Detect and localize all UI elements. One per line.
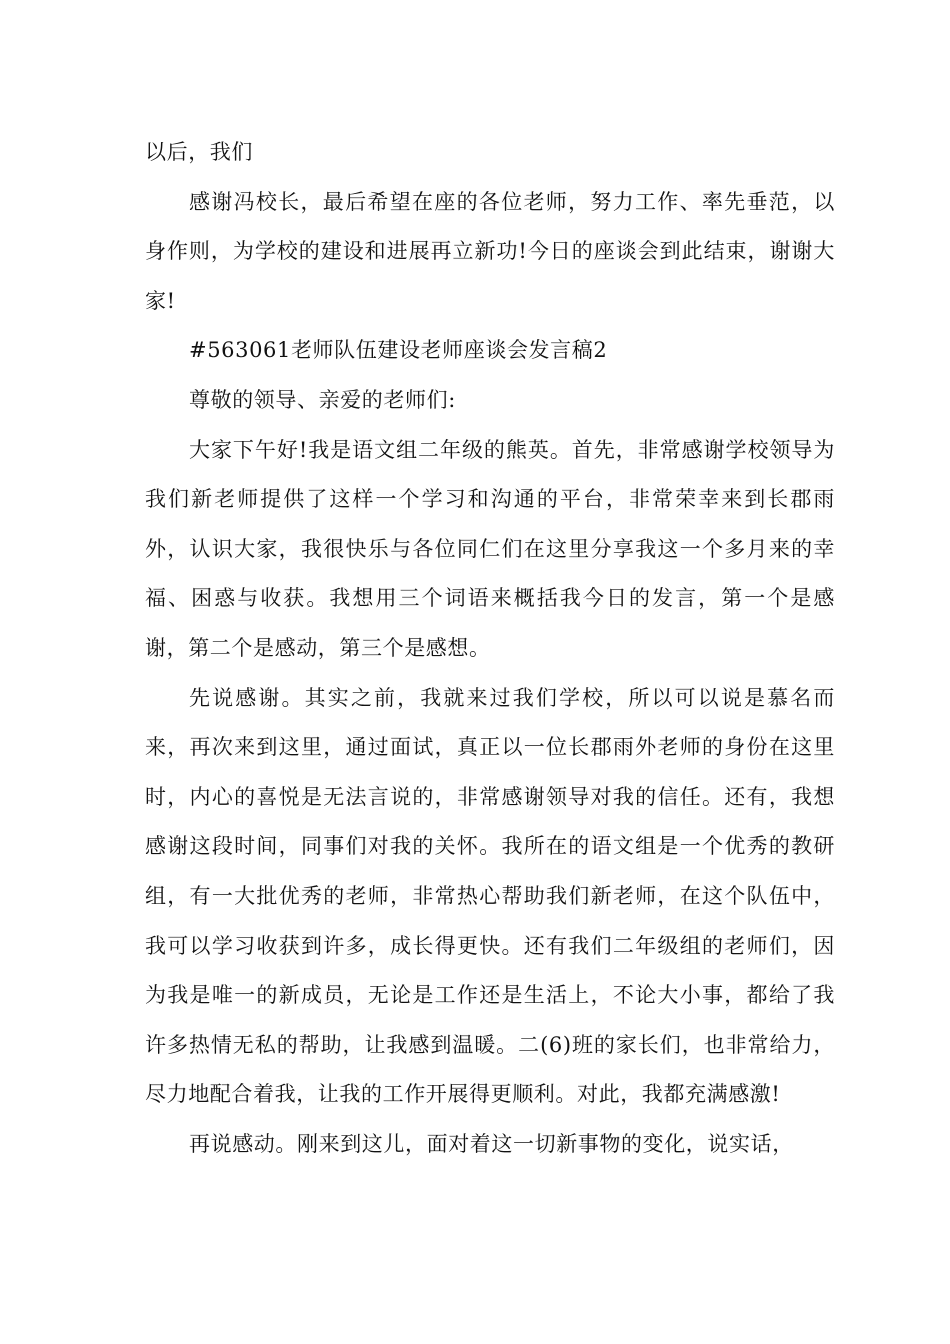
document-body <box>145 128 835 1169</box>
paragraph-moved: 再说感动。刚来到这儿，面对着这一切新事物的变化，说实话， <box>189 1131 794 1156</box>
paragraph-1: 以后，我们 <box>145 140 253 164</box>
paragraph-thanks: 先说感谢。其实之前，我就来过我们学校，所以可以说是慕名而来，再次来到这里，通过面试，真正以一位长郡雨外老师的身份在这里时，内心的喜悦是无法言说的，非常感谢领导对我的信任。还有，我想感谢这段时间，同事们对我的关怀。我所在的语文组是一个优秀的教研组，有一大批优秀的老师，非常热心帮助我们新老师，在这个队伍中，我可以学习收获到许多，成长得更快。还有我们二年级组的老师们，因为我是唯一的新成员，无论是工作还是生活上，不论大小事，都给了我许多热情无私的帮助，让我感到温暖。二(6)班的家长们，也非常给力，尽力地配合着我，让我的工作开展得更顺利。对此，我都充满感激! <box>145 685 835 1107</box>
paragraph-greeting: 大家下午好!我是语文组二年级的熊英。首先，非常感谢学校领导为我们新老师提供了这样一个学习和沟通的平台，非常荣幸来到长郡雨外，认识大家，我很快乐与各位同仁们在这里分享我这一个多月来的幸福、困惑与收获。我想用三个词语来概括我今日的发言，第一个是感谢，第二个是感动，第三个是感想。 <box>145 437 835 660</box>
paragraph-2: 感谢冯校长，最后希望在座的各位老师，努力工作、率先垂范，以身作则，为学校的建设和进展再立新功!今日的座谈会到此结束，谢谢大家! <box>145 189 835 313</box>
speech-heading: #563061老师队伍建设老师座谈会发言稿2 <box>189 338 608 363</box>
salutation: 尊敬的领导、亲爱的老师们: <box>189 387 456 412</box>
